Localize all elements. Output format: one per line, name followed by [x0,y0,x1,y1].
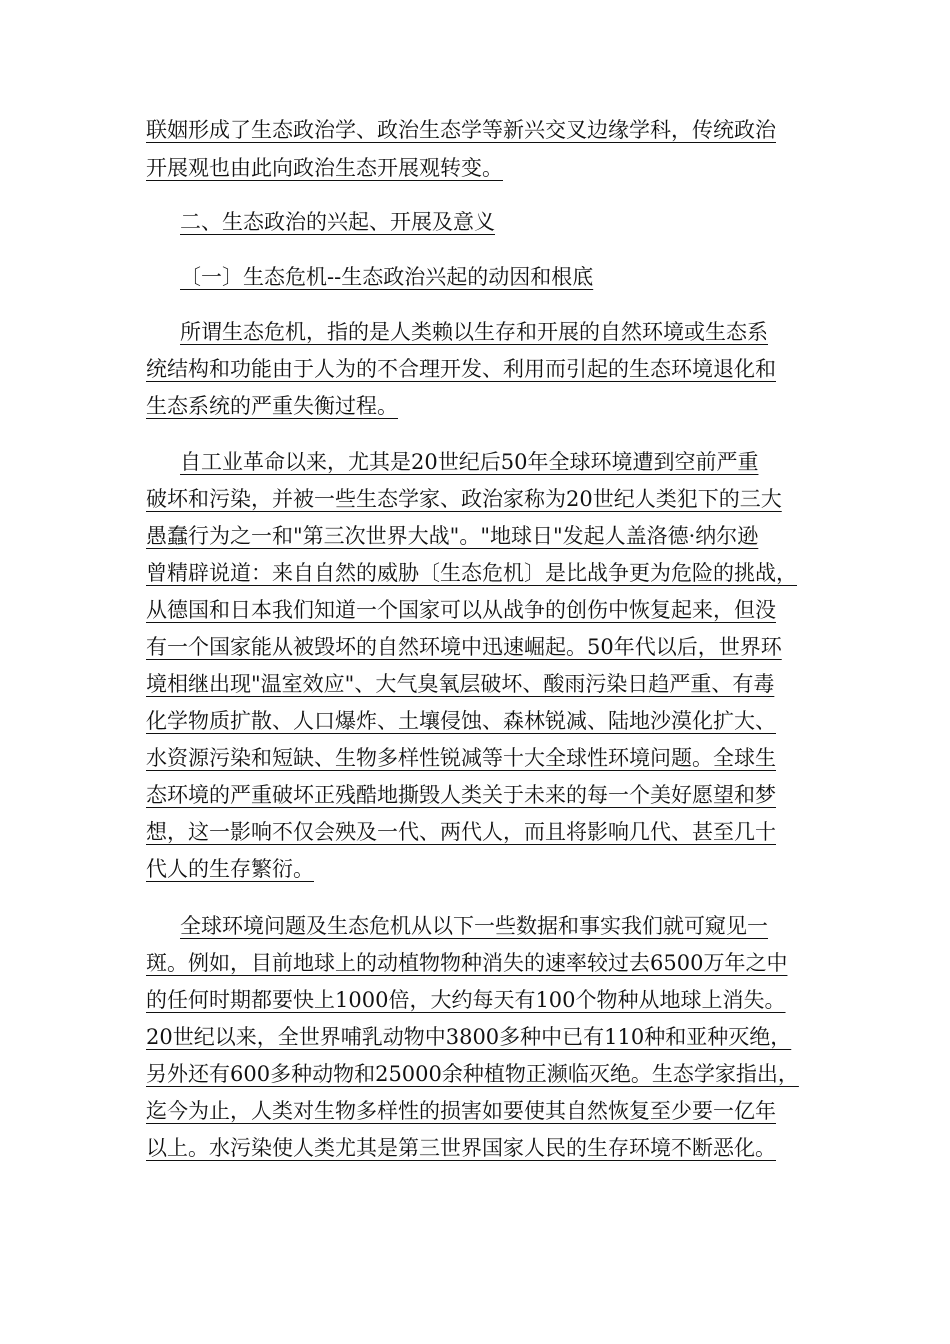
para2-line-2: 破坏和污染，并被一些生态学家、政治家称为20世纪人类犯下的三大 [146,487,782,511]
para3-line-2: 斑。例如，目前地球上的动植物物种消失的速率较过去6500万年之中 [146,951,788,975]
para2-line-6: 有一个国家能从被毁坏的自然环境中迅速崛起。50年代以后，世界环 [146,635,782,659]
para2-line-12: 代人的生存繁衍。 [146,857,314,881]
intro-line-1: 联姻形成了生态政治学、政治生态学等新兴交叉边缘学科，传统政治 [146,118,776,142]
para2-line-11: 想，这一影响不仅会殃及一代、两代人，而且将影响几代、甚至几十 [146,820,776,844]
para2-line-8: 化学物质扩散、人口爆炸、土壤侵蚀、森林锐减、陆地沙漠化扩大、 [146,709,776,733]
para3-line-7: 以上。水污染使人类尤其是第三世界国家人民的生存环境不断恶化。 [146,1136,776,1160]
para2-line-4: 曾精辟说道：来自自然的威胁〔生态危机〕是比战争更为危险的挑战， [146,561,797,585]
subsection-heading: 〔一〕生态危机--生态政治兴起的动因和根底 [180,265,594,289]
para3-line-4: 20世纪以来，全世界哺乳动物中3800多种中已有110种和亚种灭绝， [146,1025,792,1049]
para3-line-6: 迄今为止，人类对生物多样性的损害如要使其自然恢复至少要一亿年 [146,1099,776,1123]
para1-line-3: 生态系统的严重失衡过程。 [146,394,398,418]
para1-line-1: 所谓生态危机，指的是人类赖以生存和开展的自然环境或生态系 [180,320,768,344]
para3-line-3: 的任何时期都要快上1000倍，大约每天有100个物种从地球上消失。 [146,988,786,1012]
section-heading: 二、生态政治的兴起、开展及意义 [180,210,495,234]
para2-line-1: 自工业革命以来，尤其是20世纪后50年全球环境遭到空前严重 [180,450,759,474]
para3-line-5: 另外还有600多种动物和25000余种植物正濒临灭绝。生态学家指出， [146,1062,799,1086]
para2-line-5: 从德国和日本我们知道一个国家可以从战争的创伤中恢复起来，但没 [146,598,776,622]
intro-line-2: 开展观也由此向政治生态开展观转变。 [146,156,503,180]
para2-line-3: 愚蠢行为之一和"第三次世界大战"。"地球日"发起人盖洛德·纳尔逊 [146,524,759,548]
para2-line-9: 水资源污染和短缺、生物多样性锐减等十大全球性环境问题。全球生 [146,746,776,770]
para3-line-1: 全球环境问题及生态危机从以下一些数据和事实我们就可窥见一 [180,914,768,938]
para2-line-10: 态环境的严重破坏正残酷地撕毁人类关于未来的每一个美好愿望和梦 [146,783,776,807]
para1-line-2: 统结构和功能由于人为的不合理开发、利用而引起的生态环境退化和 [146,357,776,381]
para2-line-7: 境相继出现"温室效应"、大气臭氧层破坏、酸雨污染日趋严重、有毒 [146,672,775,696]
